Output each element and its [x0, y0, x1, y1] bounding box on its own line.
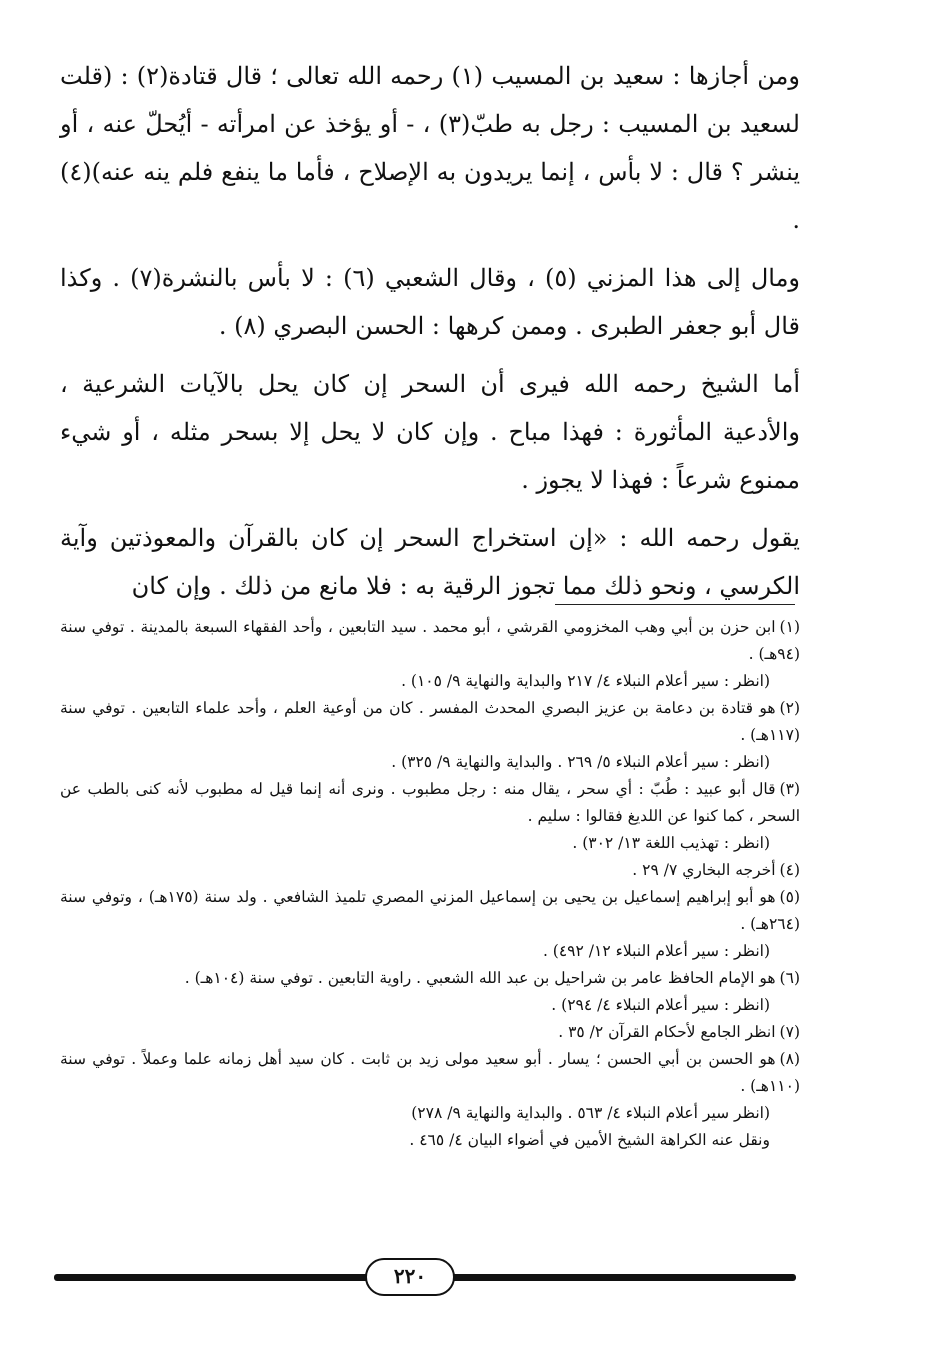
footnotes [60, 614, 800, 1154]
footnote-text: أخرجه البخاري ٧/ ٢٩ . [632, 861, 776, 879]
footnote-text: هو الحسن بن أبي الحسن ؛ يسار . أبو سعيد مولى زيد بن ثابت . كان سيد أهل زمانه علما وعملاً . توفي سنة (١١٠هـ) . [60, 1050, 800, 1095]
paragraph: ومن أجازها : سعيد بن المسيب (١) رحمه الله تعالى ؛ قال قتادة(٢) : (قلت لسعيد بن المسيب : رجل به طبّ(٣) ، - أو يؤخذ عن امرأته - أيُحلّ عنه ، أو ينشر ؟ قال : لا بأس ، إنما يريدون به الإصلاح ، فأما ما ينفع فلم ينه عنه)(٤) . [60, 62, 800, 234]
footer-rule-left [54, 1274, 370, 1281]
footnote-reference: (انظر : سير أعلام النبلاء ٤/ ٢٩٤) . [551, 996, 770, 1014]
footnote [60, 965, 800, 992]
footnote-reference: (انظر : تهذيب اللغة ١٣/ ٣٠٢) . [572, 834, 770, 852]
footnote [60, 614, 800, 668]
footnote-text: هو قتادة بن دعامة بن عزيز البصري المحدث المفسر . كان من أوعية العلم ، وأحد علماء التابعين . توفي سنة (١١٧هـ) . [60, 699, 800, 744]
footnote-number: (٣) [779, 780, 800, 798]
footnote-text: انظر الجامع لأحكام القرآن ٢/ ٣٥ . [558, 1023, 776, 1041]
footnote [60, 695, 800, 749]
footnote [60, 776, 800, 830]
footer-rule-right [450, 1274, 796, 1281]
footnote-number: (٦) [779, 969, 800, 987]
footnote [60, 857, 800, 884]
footnote-reference: (انظر : سير أعلام النبلاء ٤/ ٢١٧ والبداية والنهاية ٩/ ١٠٥) . [401, 672, 770, 690]
footnote [60, 1019, 800, 1046]
footnote-separator [555, 604, 795, 605]
footnote-number: (٢) [779, 699, 800, 717]
footnote [60, 884, 800, 938]
main-text [60, 52, 800, 610]
footnote-number: (١) [779, 618, 800, 636]
footnote-reference: (انظر سير أعلام النبلاء ٤/ ٥٦٣ . والبداية والنهاية ٩/ ٢٧٨) [411, 1104, 770, 1122]
paragraph: يقول رحمه الله : «إن استخراج السحر إن كان بالقرآن والمعوذتين وآية الكرسي ، ونحو ذلك مما تجوز الرقية به : فلا مانع من ذلك . وإن كان [60, 524, 800, 600]
footnote-number: (٤) [779, 861, 800, 879]
footnote-reference: (انظر : سير أعلام النبلاء ٥/ ٢٦٩ . والبداية والنهاية ٩/ ٣٢٥) . [391, 753, 770, 771]
footnote-number: (٧) [779, 1023, 800, 1041]
footnote-extra: ونقل عنه الكراهة الشيخ الأمين في أضواء البيان ٤/ ٤٦٥ . [409, 1131, 770, 1149]
paragraph: ومال إلى هذا المزني (٥) ، وقال الشعبي (٦) : لا بأس بالنشرة(٧) . وكذا قال أبو جعفر الطبرى . وممن كرهها : الحسن البصري (٨) . [60, 264, 801, 340]
footnote-reference: (انظر : سير أعلام النبلاء ١٢/ ٤٩٢) . [542, 942, 770, 960]
footnote-number: (٥) [779, 888, 800, 906]
footnote-text: قال أبو عبيد : طُبّ : أي سحر ، يقال منه : رجل مطبوب . ونرى أنه إنما قيل له مطبوب لأنه كنى بالطب عن السحر ، كما كنوا عن اللديغ فقالوا : سليم . [60, 780, 800, 825]
page-number: ٢٢٠ [365, 1258, 455, 1296]
paragraph: أما الشيخ رحمه الله فيرى أن السحر إن كان يحل بالآيات الشرعية ، والأدعية المأثورة : فهذا مباح . وإن كان لا يحل إلا بسحر مثله ، أو شيء ممنوع شرعاً : فهذا لا يجوز . [60, 370, 800, 494]
footnote-text: هو الإمام الحافظ عامر بن شراحيل بن عبد الله الشعبي . راوية التابعين . توفي سنة (١٠٤هـ) . [184, 969, 776, 987]
footnote-text: هو أبو إبراهيم إسماعيل بن يحيى بن إسماعيل المزني المصري تلميذ الشافعي . ولد سنة (١٧٥هـ) ، وتوفي سنة (٢٦٤هـ) . [60, 888, 800, 933]
footnote [60, 1046, 800, 1100]
footnote-number: (٨) [779, 1050, 800, 1068]
footnote-text: ابن حزن بن أبي وهب المخزومي القرشي ، أبو محمد . سيد التابعين ، وأحد الفقهاء السبعة بالمدينة . توفي سنة (٩٤هـ) . [60, 618, 800, 663]
